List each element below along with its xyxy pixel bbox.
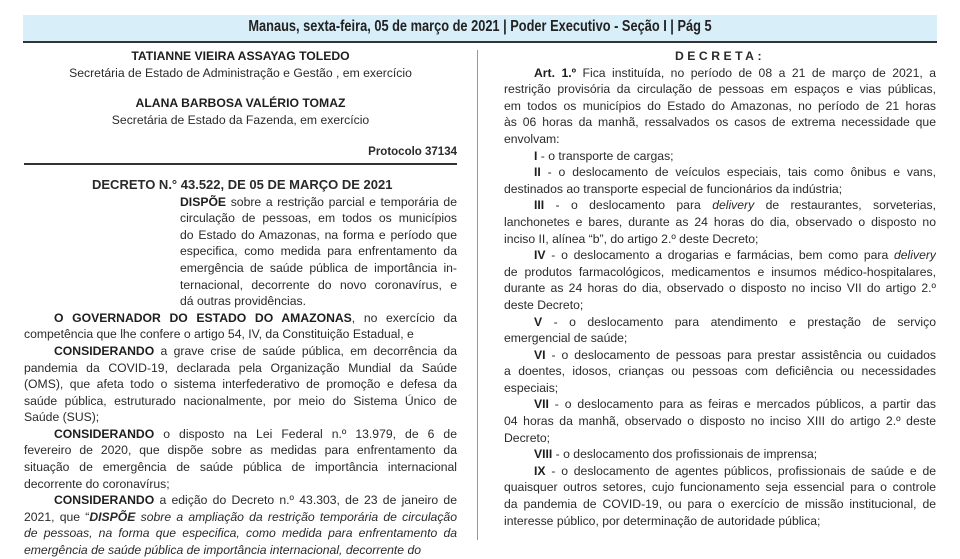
paragraph-line bbox=[24, 426, 457, 443]
text-segment: sobre a restrição parcial e temporária de bbox=[226, 194, 457, 209]
ementa-line bbox=[180, 293, 457, 310]
text-segment: fevereiro de 2020, que dispõe sobre as medidas para enfrentamento da bbox=[24, 443, 457, 458]
text-segment: emergência de saúde pública de importância internacional, decorrente do bbox=[24, 543, 422, 558]
left-column bbox=[24, 48, 457, 559]
paragraph bbox=[24, 310, 457, 343]
paragraph-line bbox=[24, 459, 457, 476]
paragraph-line bbox=[24, 542, 457, 559]
paragraph-line bbox=[504, 164, 936, 181]
paragraph bbox=[504, 65, 936, 148]
paragraph-line bbox=[504, 413, 936, 430]
paragraph-line bbox=[504, 247, 936, 264]
text-segment: em todos os municípios do Estado do Amazonas, no período de 21 horas bbox=[504, 98, 936, 113]
text-segment: I bbox=[534, 148, 538, 163]
text-segment: especiais; bbox=[504, 380, 559, 395]
text-segment: (OMS), que afeta todo o sistema interfederativo de promoção e defesa da bbox=[24, 377, 457, 392]
text-segment: saúde pública, estruturado nacionalmente, por meio do Sistema Único de bbox=[24, 393, 457, 408]
text-segment: VI bbox=[534, 347, 546, 362]
text-segment: - o deslocamento a drogarias e farmácias, bem como para bbox=[545, 248, 894, 263]
text-segment: IX bbox=[534, 463, 546, 478]
text-segment: emergência de saúde pública de importância in- bbox=[180, 260, 457, 275]
paragraph-line bbox=[24, 509, 457, 526]
paragraph bbox=[24, 343, 457, 426]
text-segment: Decreto; bbox=[504, 430, 551, 445]
text-segment: 2021, que “ bbox=[24, 509, 90, 524]
text-segment: o disposto na Lei Federal n.º 13.979, de 6 de bbox=[154, 426, 457, 441]
paragraph-line bbox=[504, 98, 936, 115]
text-segment: envolvam: bbox=[504, 131, 560, 146]
decreta-heading: DECRETA: bbox=[674, 49, 766, 63]
signature-role: Secretária de Estado de Administração e Gestão , em exercício bbox=[69, 65, 412, 80]
paragraph bbox=[504, 396, 936, 446]
page-header bbox=[23, 15, 937, 43]
text-segment: durante as 24 horas do dia, observado o disposto no inciso VII do artigo 2.º bbox=[504, 281, 936, 296]
text-segment: IV bbox=[534, 248, 546, 263]
paragraph bbox=[504, 314, 936, 347]
paragraph-line bbox=[24, 310, 457, 327]
paragraph-line bbox=[504, 297, 936, 314]
text-segment: DISPÕE bbox=[180, 194, 227, 209]
paragraph bbox=[504, 148, 936, 165]
paragraph-line bbox=[24, 343, 457, 360]
paragraph-line bbox=[504, 380, 936, 397]
paragraph-line bbox=[504, 181, 936, 198]
right-column bbox=[504, 48, 936, 529]
decreto-ementa bbox=[24, 194, 457, 310]
text-segment: circulação de pessoas, em todos os municípios bbox=[180, 211, 457, 226]
ementa-line bbox=[180, 277, 457, 294]
paragraph-line bbox=[24, 409, 457, 426]
text-segment: sobre a ampliação da restrição temporária de circulação bbox=[135, 509, 457, 524]
text-segment: quaisquer outros setores, cujo funcionamento seja essencial para o controle bbox=[504, 480, 936, 495]
ementa-line bbox=[180, 260, 457, 277]
signature-name: ALANA BARBOSA VALÉRIO TOMAZ bbox=[135, 96, 346, 111]
paragraph-line bbox=[504, 479, 936, 496]
text-segment: CONSIDERANDO bbox=[54, 426, 155, 441]
paragraph-line bbox=[504, 131, 936, 148]
signature-name: TATIANNE VIEIRA ASSAYAG TOLEDO bbox=[131, 49, 350, 63]
paragraph-line bbox=[504, 264, 936, 281]
header-title: Manaus, sexta-feira, 05 de março de 2021 | Poder Executivo - Seção I | Pág 5 bbox=[248, 18, 712, 35]
text-segment: às 06 horas da manhã, ressalvados os casos de extrema necessidade que bbox=[504, 115, 936, 130]
text-segment: dá outras providências. bbox=[180, 294, 307, 309]
paragraph-line bbox=[504, 446, 936, 463]
paragraph-line bbox=[504, 197, 936, 214]
decreto-title: DECRETO N.° 43.522, DE 05 DE MARÇO DE 2021 bbox=[92, 176, 393, 192]
paragraph-line bbox=[24, 326, 457, 343]
text-segment: - o deslocamento para atendimento e prestação de serviço bbox=[542, 314, 936, 329]
paragraph bbox=[504, 164, 936, 197]
text-segment: Fica instituída, no período de 08 a 21 de março de 2021, a bbox=[576, 65, 936, 80]
text-segment: deste Decreto; bbox=[504, 297, 584, 312]
text-segment: - o deslocamento de veículos especiais, tais como ônibus e vans, bbox=[540, 165, 936, 180]
text-segment: - o deslocamento de agentes públicos, profissionais de saúde e de bbox=[545, 463, 936, 478]
text-segment: situação de emergência de saúde pública de importância internacional bbox=[24, 460, 457, 475]
paragraph bbox=[504, 347, 936, 397]
text-segment: O GOVERNADOR DO ESTADO DO AMAZONAS bbox=[54, 310, 352, 325]
text-segment: 04 horas da manhã, observado o disposto no inciso XIII do artigo 2.º deste bbox=[504, 414, 936, 429]
paragraph-line bbox=[24, 492, 457, 509]
paragraph-line bbox=[504, 280, 936, 297]
text-segment: Saúde (SUS); bbox=[24, 410, 100, 425]
text-segment: especifica, como medida para enfrentamento da bbox=[180, 244, 457, 259]
text-segment: decorrente do coronavírus; bbox=[24, 476, 170, 491]
text-segment: VIII bbox=[534, 447, 553, 462]
paragraph bbox=[504, 197, 936, 247]
text-segment: destinados ao transporte especial de funcionários da indústria; bbox=[504, 181, 843, 196]
text-segment: - o deslocamento de pessoas para prestar assistência ou cuidados bbox=[545, 347, 936, 362]
text-segment: ternacional, decorrente do novo coronavírus, e bbox=[180, 277, 457, 292]
text-segment: DISPÕE bbox=[89, 509, 136, 524]
signature-role: Secretária de Estado da Fazenda, em exercício bbox=[111, 112, 370, 127]
protocolo-number: Protocolo 37134 bbox=[368, 146, 457, 159]
ementa-line bbox=[180, 243, 457, 260]
ementa-line bbox=[180, 194, 457, 211]
paragraph-line bbox=[504, 330, 936, 347]
text-segment: de pessoas, na forma que especifica, como medida para enfrentamento da bbox=[24, 526, 457, 541]
text-segment: competência que lhe confere o artigo 54, IV, da Constituição Estadual, e bbox=[24, 327, 414, 342]
paragraph-line bbox=[504, 81, 936, 98]
text-segment: - o transporte de cargas; bbox=[537, 148, 674, 163]
text-segment: de restaurantes, sorveterias, bbox=[754, 198, 936, 213]
section-rule bbox=[24, 163, 457, 165]
text-segment: VII bbox=[534, 397, 549, 412]
text-segment: de produtos farmacológicos, medicamentos e insumos médico-hospitalares, bbox=[504, 264, 936, 279]
paragraph bbox=[504, 446, 936, 463]
text-segment: da pandemia de COVID-19, ou para o exercício de missão institucional, de bbox=[504, 497, 936, 512]
text-segment: restrição provisória da circulação de pessoas em espaços e vias públicas, bbox=[504, 82, 936, 97]
text-segment: delivery bbox=[712, 198, 755, 213]
paragraph-line bbox=[504, 513, 936, 530]
text-segment: inciso II, alínea “b”, do artigo 2.º deste Decreto; bbox=[504, 231, 759, 246]
paragraph-line bbox=[504, 314, 936, 331]
text-segment: II bbox=[534, 165, 541, 180]
paragraph-line bbox=[504, 148, 936, 165]
text-segment: V bbox=[534, 314, 543, 329]
paragraph-line bbox=[24, 360, 457, 377]
text-segment: CONSIDERANDO bbox=[54, 493, 155, 508]
paragraph-line bbox=[504, 463, 936, 480]
text-segment: Art. 1.º bbox=[534, 65, 577, 80]
paragraph-line bbox=[24, 476, 457, 493]
text-segment: - o deslocamento para bbox=[544, 198, 713, 213]
text-segment: , no exercício da bbox=[351, 310, 457, 325]
paragraph-line bbox=[504, 214, 936, 231]
paragraph-line bbox=[504, 430, 936, 447]
text-segment: lanchonetes e bares, durante as 24 horas do dia, observado o disposto no bbox=[504, 214, 936, 229]
text-segment: CONSIDERANDO bbox=[54, 343, 155, 358]
paragraph-line bbox=[504, 363, 936, 380]
text-segment: pandemia da COVID-19, declarada pela Organização Mundial da Saúde bbox=[24, 360, 457, 375]
text-segment: - o deslocamento dos profissionais de imprensa; bbox=[552, 447, 818, 462]
text-segment: do Estado do Amazonas, na forma e período que bbox=[180, 227, 457, 242]
paragraph-line bbox=[504, 396, 936, 413]
paragraph-line bbox=[504, 347, 936, 364]
paragraph-line bbox=[24, 393, 457, 410]
paragraph bbox=[504, 463, 936, 529]
column-divider bbox=[477, 50, 478, 540]
text-segment: a edição do Decreto n.º 43.303, de 23 de janeiro de bbox=[154, 493, 457, 508]
text-segment: a doentes, idosos, crianças ou pessoas com deficiência ou necessidades bbox=[504, 364, 936, 379]
paragraph-line bbox=[504, 496, 936, 513]
text-segment: interesse público, por determinação de autoridade pública; bbox=[504, 513, 821, 528]
paragraph bbox=[504, 247, 936, 313]
paragraph-line bbox=[504, 114, 936, 131]
text-segment: - o deslocamento para as feiras e mercados públicos, a partir das bbox=[548, 397, 936, 412]
left-body bbox=[24, 310, 457, 559]
paragraph-line bbox=[504, 65, 936, 82]
text-segment: a grave crise de saúde pública, em decorrência da bbox=[154, 343, 457, 358]
right-body bbox=[504, 65, 936, 530]
ementa-line bbox=[180, 210, 457, 227]
ementa-line bbox=[180, 227, 457, 244]
paragraph bbox=[24, 492, 457, 558]
paragraph-line bbox=[504, 231, 936, 248]
paragraph-line bbox=[24, 442, 457, 459]
paragraph bbox=[24, 426, 457, 492]
text-segment: delivery bbox=[894, 248, 936, 263]
text-segment: emergencial de saúde; bbox=[504, 331, 628, 346]
text-segment: III bbox=[534, 198, 545, 213]
paragraph-line bbox=[24, 376, 457, 393]
